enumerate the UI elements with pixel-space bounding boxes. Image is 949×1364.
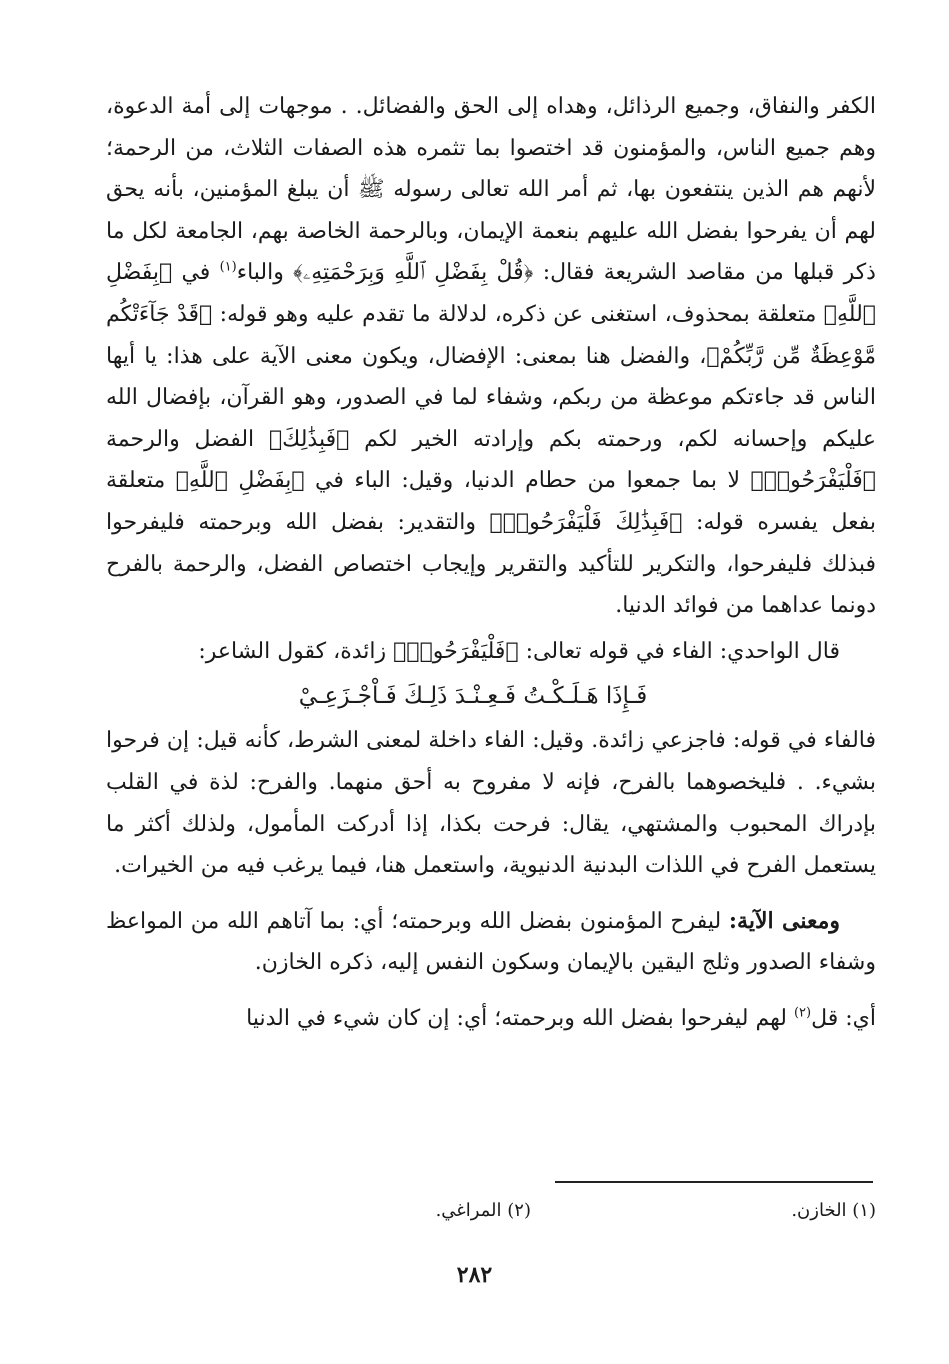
page-body <box>106 86 876 1039</box>
paragraph-3: فالفاء في قوله: فاجزعي زائدة. وقيل: الفاء داخلة لمعنى الشرط، كأنه قيل: إن فرحوا بشيء. . فليخصوهما بالفرح، فإنه لا مفروح به أحق منهما. والفرح: لذة في القلب بإدراك المحبوب والمشتهي، يقال: فرحت بكذا، إذا أدركت المأمول، ولذلك أكثر ما يستعمل الفرح في اللذات البدنية الدنيوية، واستعمل هنا، فيما يرغب فيه من الخيرات. <box>106 728 876 879</box>
footnote-divider <box>555 1181 873 1183</box>
paragraph-1-text: الكفر والنفاق، وجميع الرذائل، وهداه إلى الحق والفضائل. . موجهات إلى أمة الدعوة، وهم جميع الناس، والمؤمنون قد اختصوا بما تثمره هذه الصفات الثلاث، من الرحمة؛ لأنهم هم الذين ينتفعون بها، ثم أمر الله تعالى رسوله ﷺ أن يبلغ المؤمنين، بأنه يحق لهم أن يفرحوا بفضل الله عليهم بنعمة الإيمان، وبالرحمة الخاصة بهم، الجامعة لكل ما ذكر قبلها من مقاصد الشريعة فقال: ﴿قُلْ بِفَضْلِ ٱللَّهِ وَبِرَحْمَتِهِۦ﴾ والباء <box>106 94 876 286</box>
paragraph-4-text: ليفرح المؤمنون بفضل الله وبرحمته؛ أي: بما آتاهم الله من المواعظ وشفاء الصدور وثلج اليقين بالإيمان وسكون النفس إليه، ذكره الخازن. <box>106 908 876 976</box>
paragraph-4 <box>106 901 876 984</box>
paragraph-1-continued: في ﴿بِفَضْلِ ٱللَّهِ﴾ متعلقة بمحذوف، استغنى عن ذكره، لدلالة ما تقدم عليه وهو قوله: ﴿قَدْ جَآءَتْكُم مَّوْعِظَةٌ مِّن رَّبِّكُمْ﴾، والفضل هنا بمعنى: الإفضال، ويكون معنى الآية على هذا: يا أيها الناس قد جاءتكم موعظة من ربكم، وشفاء لما في الصدور، وهو القرآن، بإفضال الله عليكم وإحسانه لكم، ورحمته بكم وإرادته الخير لكم ﴿فَبِذَٰلِكَ﴾ الفضل والرحمة ﴿فَلْيَفْرَحُوا۟﴾ لا بما جمعوا من حطام الدنيا، وقيل: الباء في ﴿بِفَضْلِ ٱللَّهِ﴾ متعلقة بفعل يفسره قوله: ﴿فَبِذَٰلِكَ فَلْيَفْرَحُوا۟﴾ والتقدير: بفضل الله وبرحمته فليفرحوا فبذلك فليفرحوا، والتكرير للتأكيد والتقرير وإيجاب اختصاص الفضل، والرحمة بالفرح دونما عداهما من فوائد الدنيا. <box>106 260 876 619</box>
paragraph-2: قال الواحدي: الفاء في قوله تعالى: ﴿فَلْيَفْرَحُوا۟﴾ زائدة، كقول الشاعر: <box>198 638 840 664</box>
footnote-2: (٢) المراغي. <box>435 1200 531 1221</box>
paragraph-5-start: أي: قل <box>811 1005 876 1031</box>
footnote-ref-2[interactable]: (٢) <box>793 1005 812 1021</box>
paragraph-4-heading: ومعنى الآية: <box>728 907 840 934</box>
paragraph-5 <box>106 998 876 1040</box>
footnote-ref-1[interactable]: (١) <box>219 260 237 276</box>
poetry-verse: فَـإِذَا هَـلَـكْـتُ فَـعِـنْـدَ ذَلِـكَ فَـاْجْـزَعِـيْ <box>298 683 648 710</box>
page-number: ٢٨٢ <box>456 1262 493 1288</box>
footnote-1: (١) الخازن. <box>791 1200 876 1221</box>
paragraph-1 <box>106 86 876 627</box>
paragraph-5-rest: لهم ليفرحوا بفضل الله وبرحمته؛ أي: إن كان شيء في الدنيا <box>246 1005 794 1031</box>
